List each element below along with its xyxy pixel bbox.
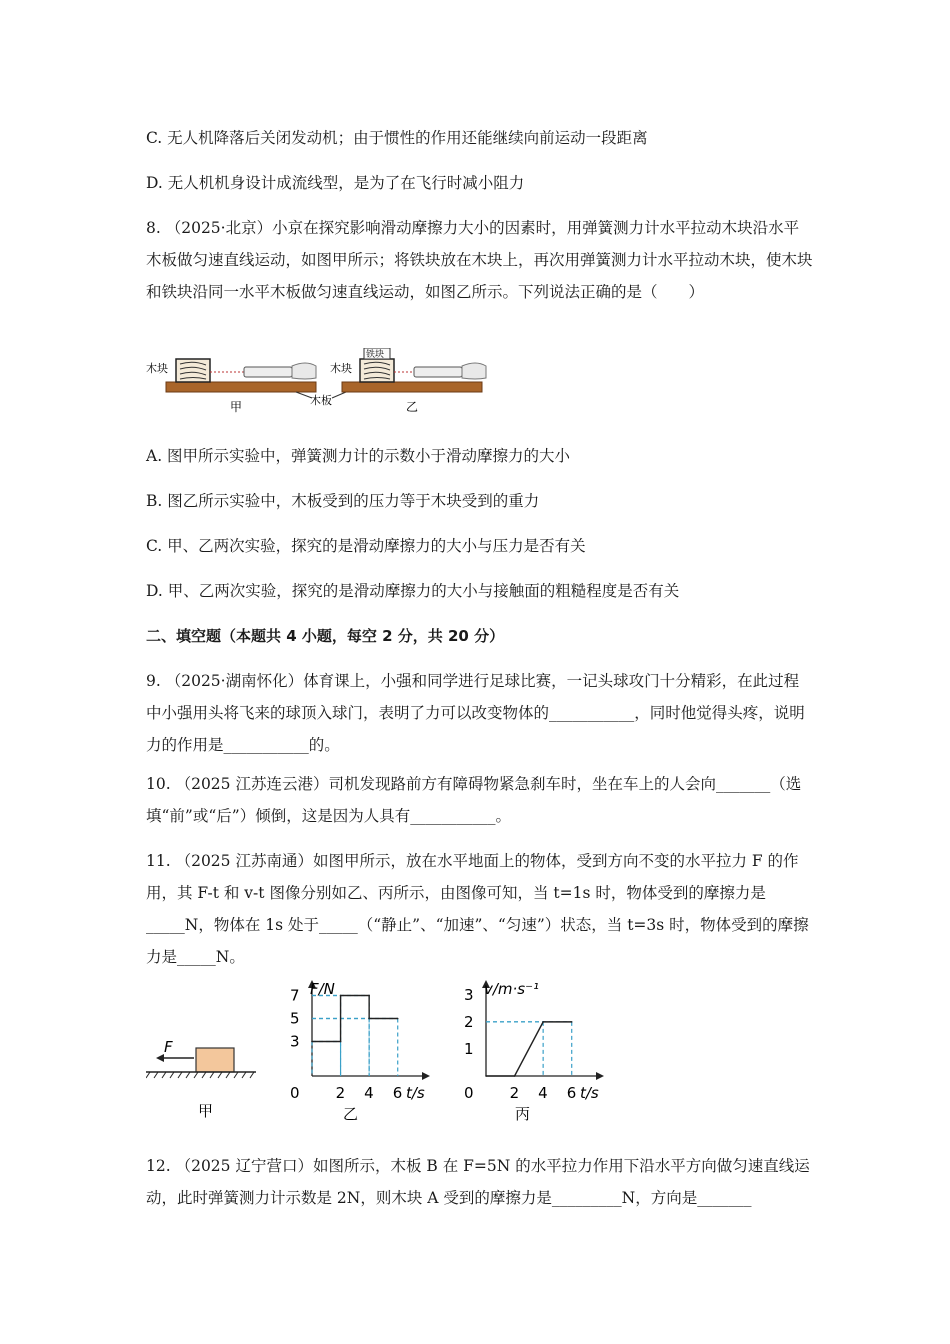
x-tick-label: 4: [364, 1084, 374, 1102]
q8-stem: 8. （2025·北京）小京在探究影响滑动摩擦力大小的因素时，用弹簧测力计水平拉动木块沿水平木板做匀速直线运动，如图甲所示；将铁块放在木块上，再次用弹簧测力计水平拉动木块，使木块和铁块沿同一水平木板做匀速直线运动，如图乙所示。下列说法正确的是（ ）: [146, 219, 813, 301]
x-tick-label: 0: [464, 1084, 474, 1102]
caption-c: 丙: [515, 1105, 531, 1123]
x-axis-label: t/s: [406, 1084, 425, 1102]
board-left: [166, 382, 316, 392]
q8-option-b: B. 图乙所示实验中，木板受到的压力等于木块受到的重力: [146, 492, 540, 510]
q8-option-c: C. 甲、乙两次实验，探究的是滑动摩擦力的大小与压力是否有关: [146, 537, 586, 555]
series-line: [486, 1022, 572, 1076]
section-title: 二、填空题（本题共 4 小题，每空 2 分，共 20 分）: [146, 627, 505, 645]
y-tick-label: 2: [464, 1012, 474, 1031]
q8-option-a: A. 图甲所示实验中，弹簧测力计的示数小于滑动摩擦力的大小: [146, 447, 571, 465]
block-label-right: 木块: [330, 362, 352, 375]
data-point: [397, 1018, 399, 1020]
y-tick-label: 3: [290, 1032, 300, 1051]
spring-scale-right: [414, 367, 462, 377]
q11-chart-vt: [456, 976, 616, 1124]
iron-label: 铁块: [366, 350, 385, 360]
board-right: [342, 382, 482, 392]
q12-text: 12. （2025 辽宁营口）如图所示，木板 B 在 F=5N 的水平拉力作用下沿水平方向做匀速直线运动，此时弹簧测力计示数是 2N，则木块 A 受到的摩擦力是_________N，方向是_______: [146, 1157, 810, 1207]
x-axis-arrow-icon: [422, 1072, 430, 1080]
force-label: F: [164, 1038, 173, 1056]
y-axis-label: v/m·s⁻¹: [484, 980, 540, 998]
caption-left: 甲: [230, 400, 243, 414]
q7-option-d: D. 无人机机身设计成流线型，是为了在飞行时减小阻力: [146, 174, 525, 192]
q11-chart-ft: [282, 976, 442, 1124]
data-point: [542, 1021, 544, 1023]
x-tick-label: 6: [392, 1084, 403, 1102]
data-point: [340, 1041, 342, 1043]
q7-option-c: C. 无人机降落后关闭发动机；由于惯性的作用还能继续向前运动一段距离: [146, 129, 648, 147]
q8-option-d: D. 甲、乙两次实验，探究的是滑动摩擦力的大小与接触面的粗糙程度是否有关: [146, 582, 680, 600]
data-point: [485, 1075, 487, 1077]
data-point: [368, 1018, 370, 1020]
q11-text: 11. （2025 江苏南通）如图甲所示，放在水平地面上的物体，受到方向不变的水平拉力 F 的作用，其 F-t 和 v-t 图像分别如乙、丙所示，由图像可知，当 t=1s 时，物体受到的摩擦力是_____N，物体在 1s 处于_____（“静止”、“加速”、“匀速”）状态，当 t=3s 时，物体受到的摩擦力是_____N。: [146, 852, 809, 966]
object-block: [196, 1048, 234, 1072]
x-tick-label: 0: [290, 1084, 300, 1102]
y-tick-label: 7: [290, 986, 300, 1005]
x-tick-label: 2: [509, 1084, 520, 1102]
y-tick-label: 1: [464, 1039, 474, 1058]
x-tick-label: 4: [538, 1084, 548, 1102]
q8-figure: [146, 348, 516, 418]
block-label-left: 木块: [146, 362, 168, 375]
x-axis-label: t/s: [580, 1084, 599, 1102]
caption-right: 乙: [406, 400, 419, 414]
q10-text: 10. （2025 江苏连云港）司机发现路前方有障碍物紧急刹车时，坐在车上的人会向_______（选填“前”或“后”）倾倒，这是因为人具有___________。: [146, 775, 802, 825]
caption-a: 甲: [198, 1102, 214, 1120]
x-tick-label: 6: [566, 1084, 577, 1102]
force-arrow-icon: [156, 1054, 164, 1062]
y-tick-label: 5: [290, 1009, 300, 1028]
q11-figure-a: [146, 1030, 261, 1120]
data-point: [368, 995, 370, 997]
y-axis-label: F/N: [310, 980, 335, 998]
x-tick-label: 2: [335, 1084, 346, 1102]
caption-b: 乙: [343, 1105, 359, 1123]
data-point: [514, 1075, 516, 1077]
q9-text: 9. （2025·湖南怀化）体育课上，小强和同学进行足球比赛，一记头球攻门十分精彩，在此过程中小强用头将飞来的球顶入球门，表明了力可以改变物体的___________，同时他觉得头疼，说明力的作用是___________的。: [146, 672, 805, 754]
hand-right: [462, 363, 486, 379]
board-label: 木板: [310, 394, 332, 407]
hand-left: [292, 363, 316, 379]
data-point: [311, 1041, 313, 1043]
data-point: [340, 995, 342, 997]
y-tick-label: 3: [464, 985, 474, 1004]
x-axis-arrow-icon: [596, 1072, 604, 1080]
spring-scale-left: [244, 367, 292, 377]
data-point: [571, 1021, 573, 1023]
